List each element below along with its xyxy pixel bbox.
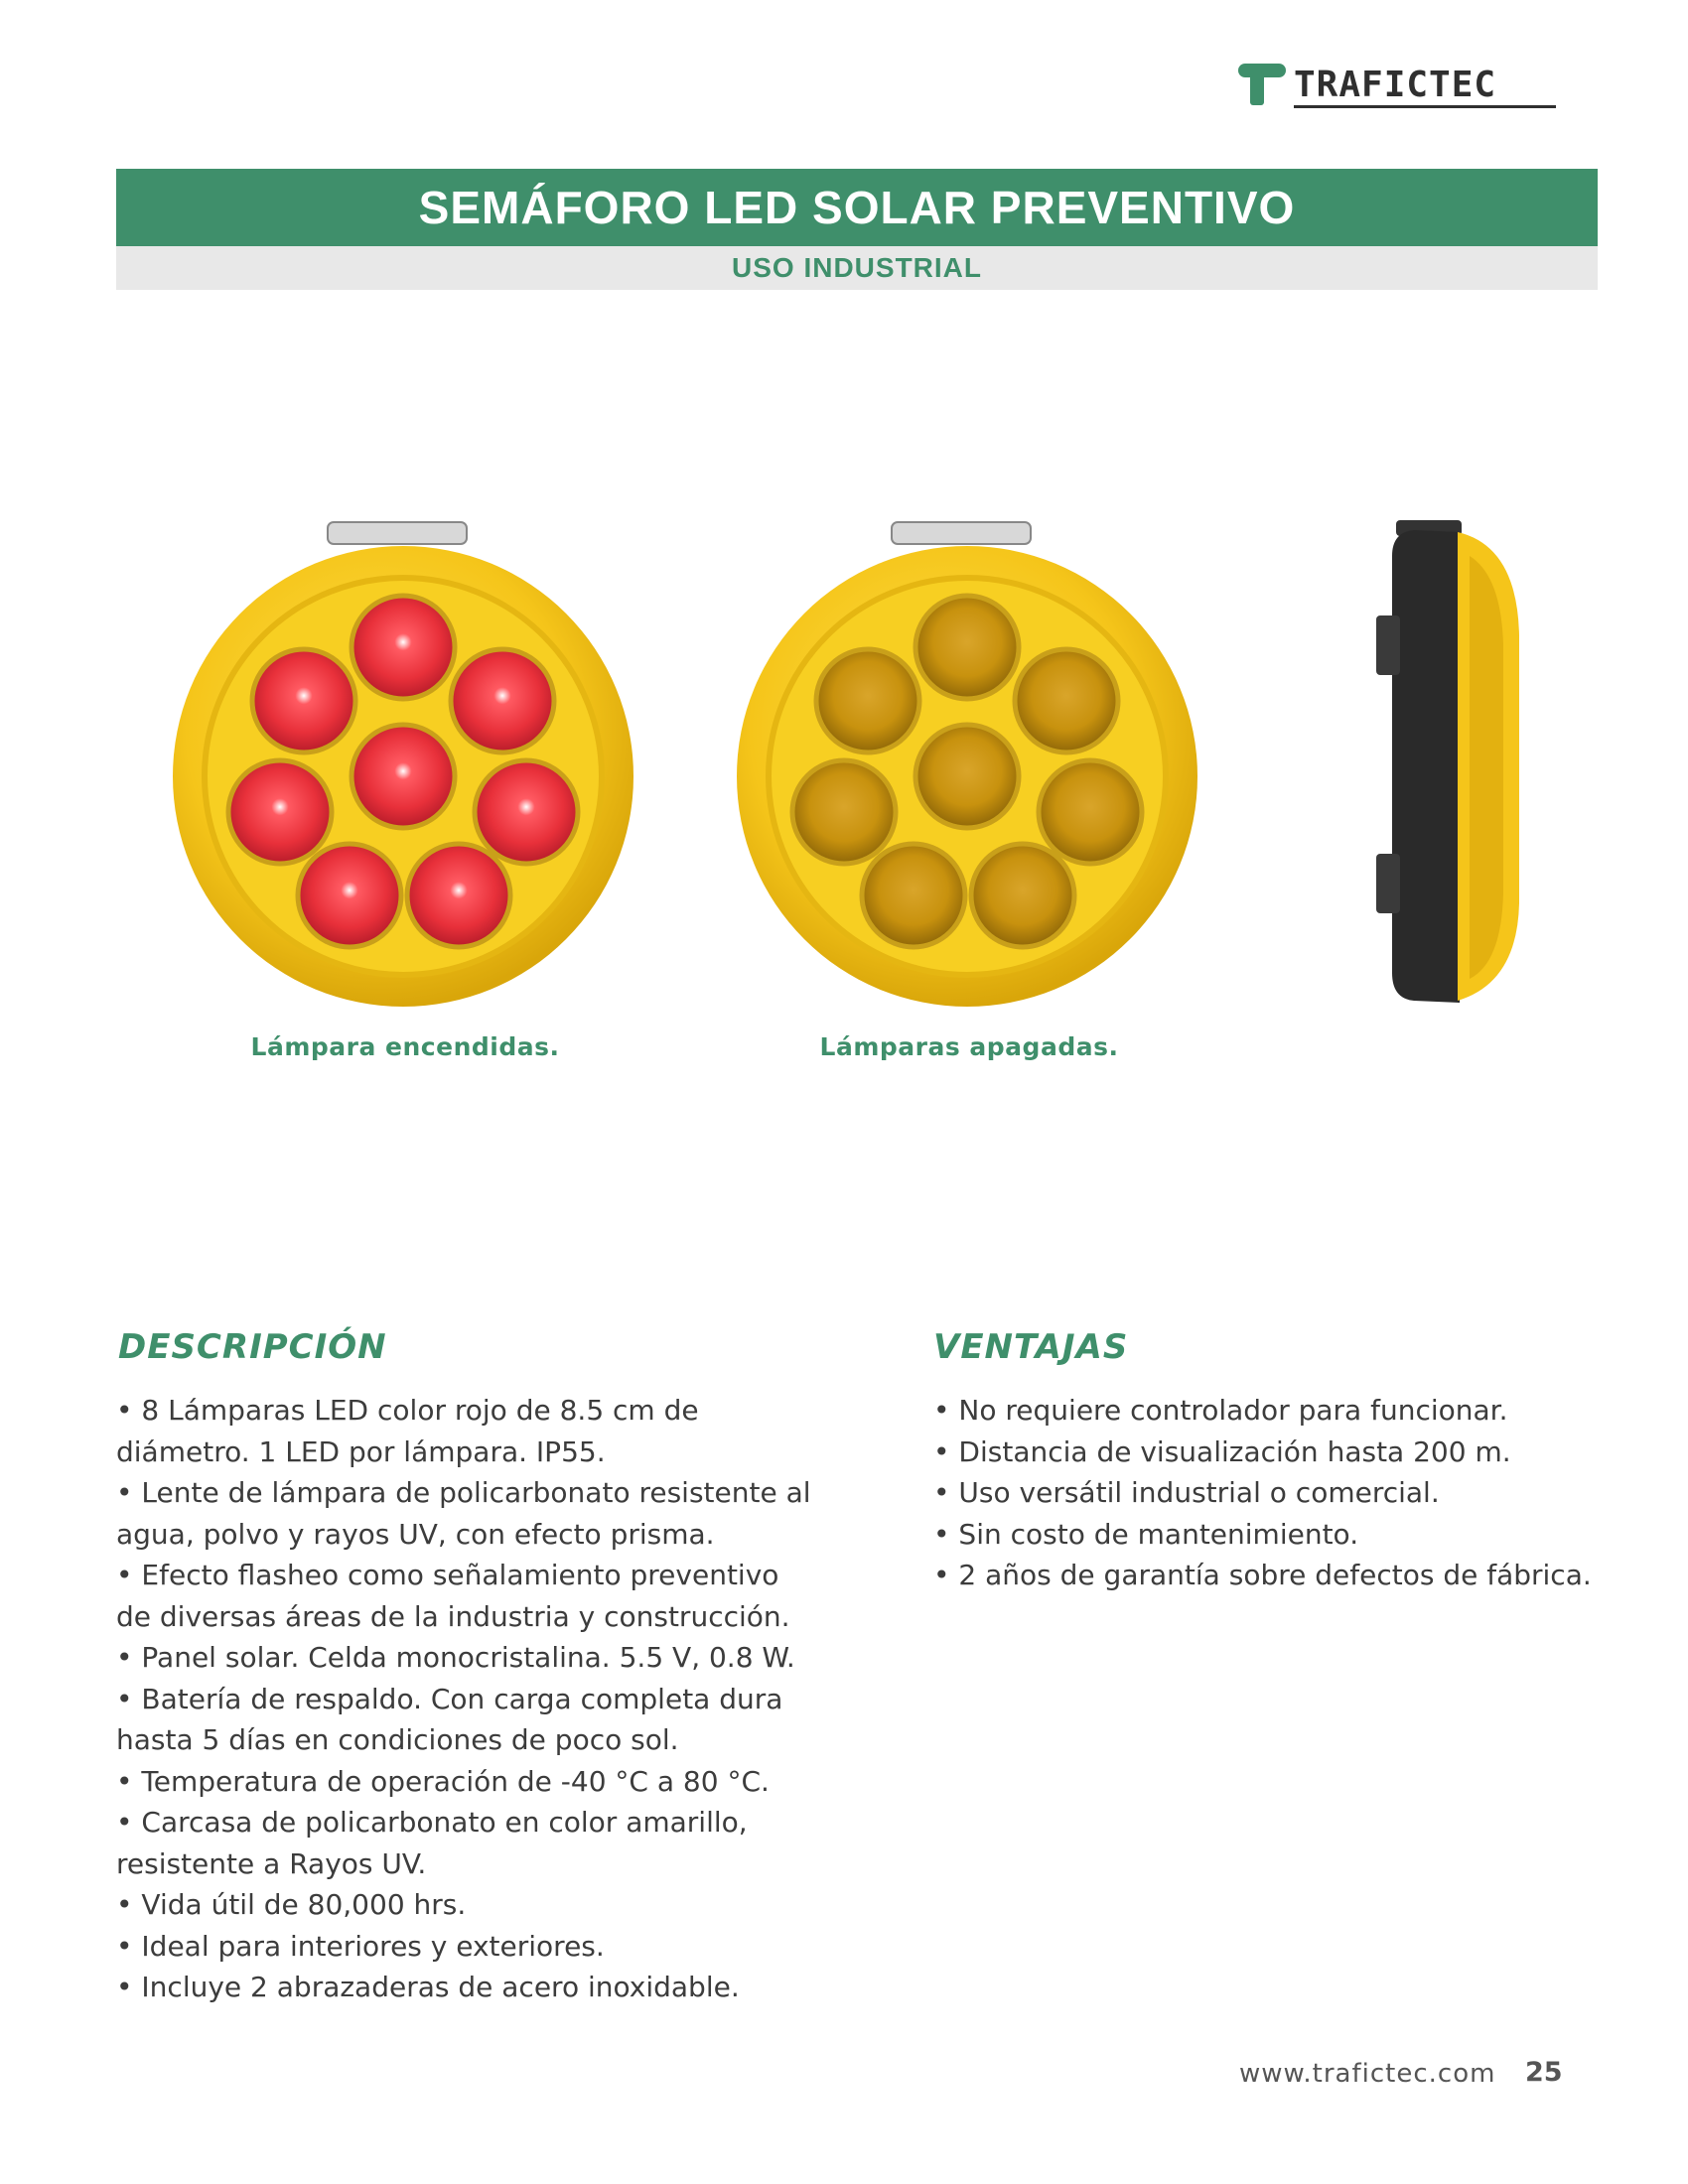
list-item: • 8 Lámparas LED color rojo de 8.5 cm de diámetro. 1 LED por lámpara. IP55.: [116, 1390, 811, 1472]
caption-lamps-on: Lámpara encendidas.: [250, 1032, 560, 1061]
list-item: • Carcasa de policarbonato en color amarillo, resistente a Rayos UV.: [116, 1802, 811, 1884]
list-item: • Efecto flasheo como señalamiento preventivo de diversas áreas de la industria y construcción.: [116, 1555, 811, 1637]
caption-lamps-off: Lámparas apagadas.: [819, 1032, 1119, 1061]
title-banner: [116, 169, 1598, 246]
page-subtitle: USO INDUSTRIAL: [732, 252, 982, 283]
page-title: SEMÁFORO LED SOLAR PREVENTIVO: [418, 182, 1296, 233]
list-item: • Distancia de visualización hasta 200 m.: [933, 1432, 1609, 1473]
list-item: • Vida útil de 80,000 hrs.: [116, 1884, 811, 1926]
list-item: • Temperatura de operación de -40 °C a 80 °C.: [116, 1761, 811, 1803]
list-item: • No requiere controlador para funcionar.: [933, 1390, 1609, 1432]
logo-wordmark: TRAFICTEC: [1294, 65, 1497, 105]
signal-side-view-image: [1370, 516, 1529, 1013]
list-item: • Panel solar. Celda monocristalina. 5.5 V, 0.8 W.: [116, 1637, 811, 1679]
list-item: • Batería de respaldo. Con carga completa dura hasta 5 días en condiciones de poco sol.: [116, 1679, 811, 1761]
list-item: • 2 años de garantía sobre defectos de fábrica.: [933, 1555, 1609, 1596]
advantages-heading: VENTAJAS: [933, 1327, 1129, 1367]
footer-website-link[interactable]: www.trafictec.com: [1239, 2059, 1496, 2089]
description-list: [116, 1390, 811, 2008]
list-item: • Lente de lámpara de policarbonato resistente al agua, polvo y rayos UV, con efecto prisma.: [116, 1472, 811, 1555]
brand-logo: [1236, 58, 1564, 117]
list-item: • Sin costo de mantenimiento.: [933, 1514, 1609, 1556]
page-number: 25: [1525, 2057, 1563, 2088]
list-item: • Ideal para interiores y exteriores.: [116, 1926, 811, 1968]
signal-lamps-on-image: [169, 516, 645, 1013]
logo-underline: [1294, 105, 1556, 108]
signal-lamps-off-image: [733, 516, 1209, 1013]
subtitle-banner: [116, 246, 1598, 290]
advantages-list: [933, 1390, 1609, 1596]
list-item: • Uso versátil industrial o comercial.: [933, 1472, 1609, 1514]
description-heading: DESCRIPCIÓN: [118, 1327, 387, 1367]
list-item: • Incluye 2 abrazaderas de acero inoxidable.: [116, 1967, 811, 2008]
trafictec-logo-icon: [1236, 60, 1288, 107]
